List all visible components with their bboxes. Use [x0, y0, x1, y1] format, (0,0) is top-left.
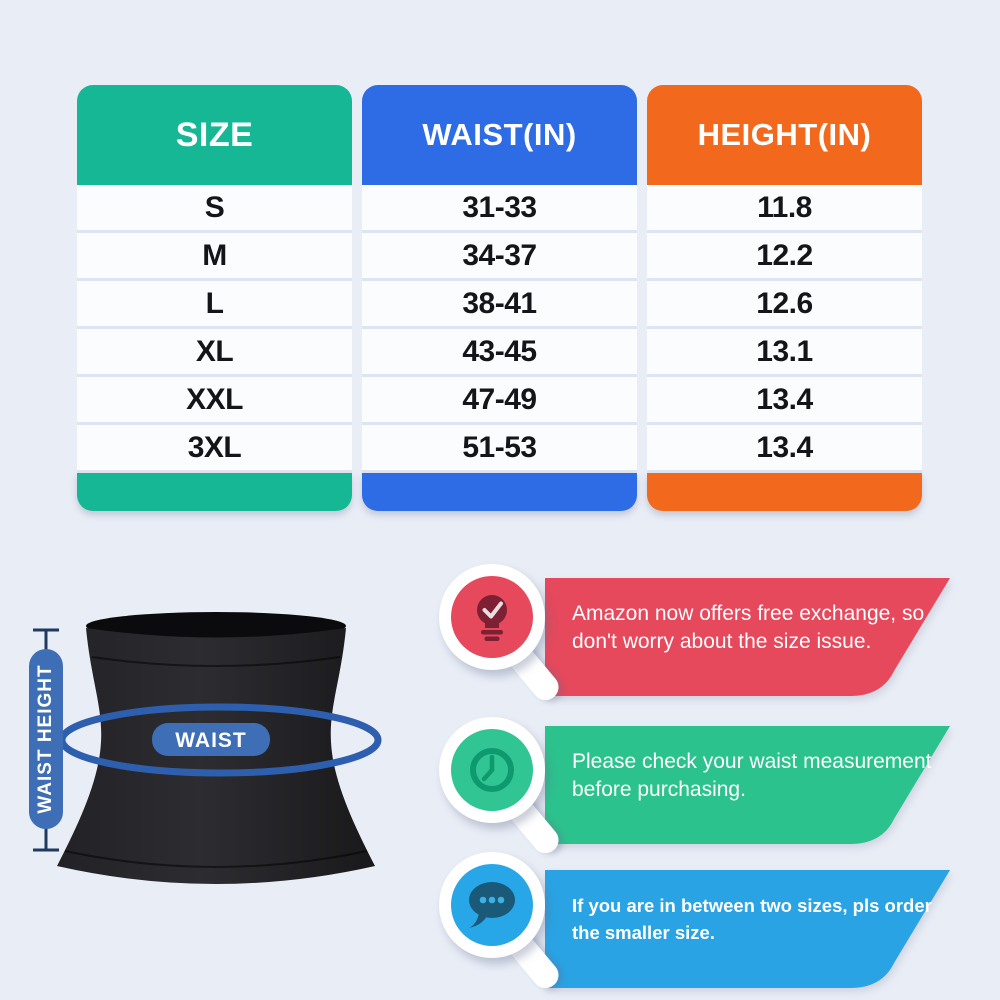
callout-text-measure: Please check your waist measurement before purchasing.: [572, 750, 932, 801]
size-column: [77, 85, 352, 511]
waist-height-pill: [29, 649, 63, 829]
size-column-header: SIZE: [77, 85, 352, 185]
table-cell: 38-41: [362, 281, 637, 329]
table-cell: 3XL: [77, 425, 352, 473]
chat-dots-icon: [451, 864, 533, 946]
table-cell: 12.2: [647, 233, 922, 281]
table-cell: 12.6: [647, 281, 922, 329]
callout-text-between-sizes: If you are in between two sizes, pls order the smaller size.: [572, 895, 932, 943]
table-cell: L: [77, 281, 352, 329]
height-column: [647, 85, 922, 511]
table-cell: XL: [77, 329, 352, 377]
table-cell: 13.1: [647, 329, 922, 377]
table-cell: 47-49: [362, 377, 637, 425]
waist-column-footer: [362, 473, 637, 511]
table-cell: 11.8: [647, 185, 922, 233]
height-column-header: HEIGHT(IN): [647, 85, 922, 185]
table-cell: 31-33: [362, 185, 637, 233]
clock-icon: [451, 729, 533, 811]
lightbulb-check-icon: [451, 576, 533, 658]
table-cell: S: [77, 185, 352, 233]
waist-label-pill: [152, 723, 270, 756]
table-cell: XXL: [77, 377, 352, 425]
waist-trainer-diagram: [8, 575, 440, 915]
size-column-footer: [77, 473, 352, 511]
size-chart-table: [77, 85, 922, 511]
table-cell: 43-45: [362, 329, 637, 377]
height-column-footer: [647, 473, 922, 511]
table-cell: 34-37: [362, 233, 637, 281]
table-cell: 13.4: [647, 377, 922, 425]
waist-height-label: WAIST HEIGHT: [35, 664, 57, 814]
callout-text-exchange: Amazon now offers free exchange, so don't worry about the size issue.: [572, 602, 925, 653]
waist-column-header: WAIST(IN): [362, 85, 637, 185]
waist-label: WAIST: [175, 729, 247, 752]
waist-column: [362, 85, 637, 511]
table-cell: 13.4: [647, 425, 922, 473]
table-cell: 51-53: [362, 425, 637, 473]
table-cell: M: [77, 233, 352, 281]
